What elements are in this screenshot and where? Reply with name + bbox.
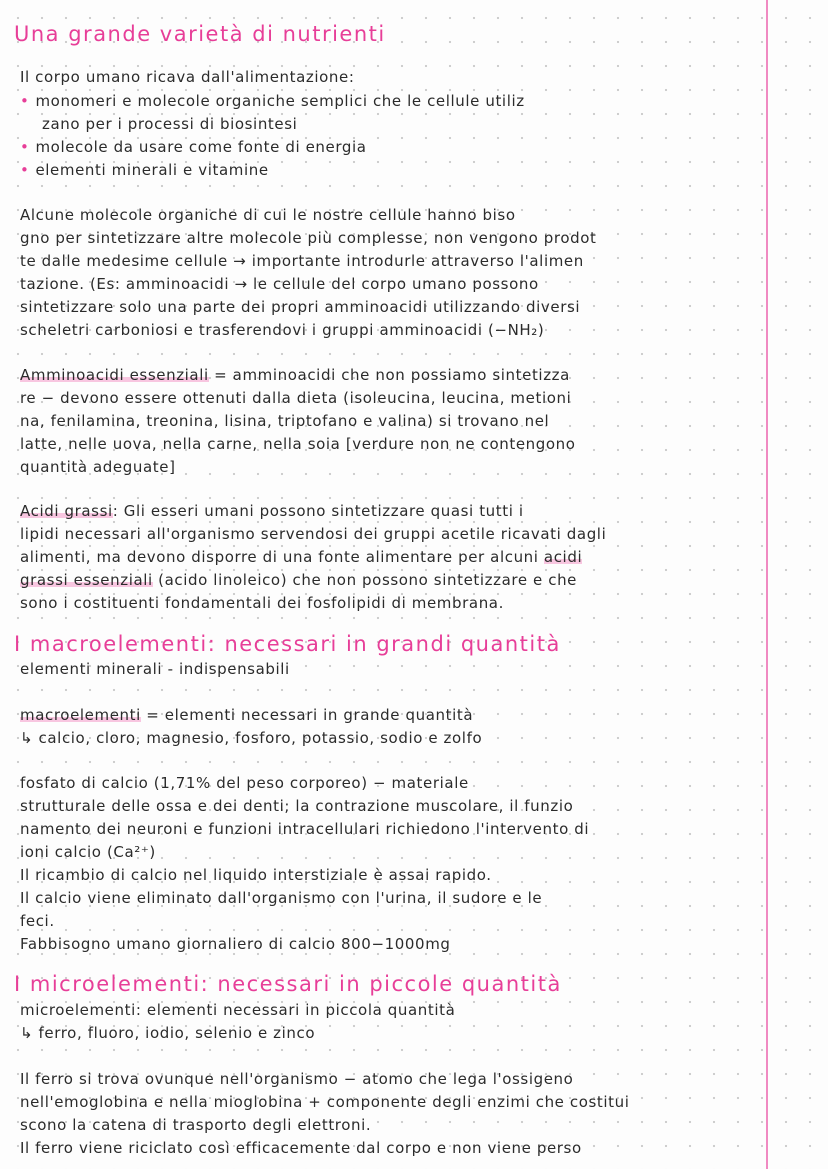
margin-line xyxy=(766,0,768,1169)
paragraph-line: scheletri carboniosi e trasferendovi i gruppi amminoacidi (−NH₂) xyxy=(20,321,545,339)
definition-line xyxy=(20,1001,455,1019)
bullet-item xyxy=(20,161,269,179)
bullet-text: monomeri e molecole organiche semplici che le cellule utiliz xyxy=(35,92,525,110)
paragraph-line: sono i costituenti fondamentali dei fosfolipidi di membrana. xyxy=(20,594,504,612)
definition-line xyxy=(20,706,473,724)
element-list: ↳ calcio, cloro, magnesio, fosforo, potassio, sodio e zolfo xyxy=(20,729,483,747)
paragraph-line: Il ferro si trova ovunque nell'organismo − atomo che lega l'ossigeno xyxy=(20,1070,574,1088)
term-macroelementi: macroelementi xyxy=(20,706,141,724)
highlighted-text: acidi xyxy=(543,548,583,566)
paragraph-line: sintetizzare solo una parte dei propri amminoacidi utilizzando diversi xyxy=(20,298,581,316)
paragraph-line xyxy=(20,366,570,384)
bullet-item xyxy=(20,92,525,110)
section-title-macroelementi: I macroelementi: necessari in grandi quantità xyxy=(14,632,561,656)
bullet-dot-icon: • xyxy=(20,161,30,179)
element-list: ↳ ferro, fluoro, iodio, selenio e zinco xyxy=(20,1024,316,1042)
bullet-text: elementi minerali e vitamine xyxy=(35,161,269,179)
definition-text: : Gli esseri umani possono sintetizzare quasi tutti i xyxy=(112,502,524,520)
paragraph-line: latte, nelle uova, nella carne, nella soia [verdure non ne contengono xyxy=(20,435,576,453)
highlighted-text: grassi essenziali xyxy=(20,571,153,589)
paragraph-line: Il ricambio di calcio nel liquido interstiziale è assai rapido. xyxy=(20,866,492,884)
bullet-continuation: zano per i processi di biosintesi xyxy=(42,115,298,133)
paragraph-line: namento dei neuroni e funzioni intracellulari richiedono l'intervento di xyxy=(20,820,590,838)
paragraph-line: gno per sintetizzare altre molecole più complesse, non vengono prodot xyxy=(20,229,597,247)
paragraph-line xyxy=(20,548,582,566)
intro-line: Il corpo umano ricava dall'alimentazione: xyxy=(20,68,355,86)
paragraph-line: quantità adeguate] xyxy=(20,458,176,476)
paragraph-line: na, fenilamina, treonina, lisina, triptofano e valina) si trovano nel xyxy=(20,412,550,430)
paragraph-line: scono la catena di trasporto degli elettroni. xyxy=(20,1116,372,1134)
text-span: (acido linoleico) che non possono sintetizzare e che xyxy=(152,571,577,589)
text-span: alimenti, ma devono disporre di una fonte alimentare per alcuni xyxy=(20,548,544,566)
paragraph-line xyxy=(20,502,524,520)
term-acidi-grassi: Acidi grassi xyxy=(20,502,113,520)
term-amminoacidi-essenziali: Amminoacidi essenziali xyxy=(20,366,209,384)
term-microelementi: microelementi xyxy=(20,1001,136,1019)
paragraph-line: Il ferro viene riciclato così efficacemente dal corpo e non viene perso xyxy=(20,1139,582,1157)
bullet-dot-icon: • xyxy=(20,92,30,110)
bullet-text: molecole da usare come fonte di energia xyxy=(35,138,367,156)
section-title-microelementi: I microelementi: necessari in piccole quantità xyxy=(14,972,562,996)
definition-text: = elementi necessari in grande quantità xyxy=(140,706,474,724)
paragraph-line: feci. xyxy=(20,912,55,930)
paragraph-line: re − devono essere ottenuti dalla dieta (isoleucina, leucina, metioni xyxy=(20,389,572,407)
bullet-item xyxy=(20,138,367,156)
section-title-nutrienti: Una grande varietà di nutrienti xyxy=(14,22,386,46)
paragraph-line: Alcune molecole organiche di cui le nostre cellule hanno biso xyxy=(20,206,516,224)
paragraph-line: lipidi necessari all'organismo servendosi dei gruppi acetile ricavati dagli xyxy=(20,525,607,543)
bullet-dot-icon: • xyxy=(20,138,30,156)
paragraph-line: nell'emoglobina e nella mioglobina + componente degli enzimi che costitui xyxy=(20,1093,630,1111)
definition-text: = amminoacidi che non possiamo sintetizza xyxy=(208,366,570,384)
subtitle-line: elementi minerali - indispensabili xyxy=(20,660,290,678)
paragraph-line: te dalle medesime cellule → importante introdurle attraverso l'alimen xyxy=(20,252,584,270)
paragraph-line: strutturale delle ossa e dei denti; la contrazione muscolare, il funzio xyxy=(20,797,574,815)
paragraph-line: Fabbisogno umano giornaliero di calcio 800−1000mg xyxy=(20,935,451,953)
paragraph-line: fosfato di calcio (1,71% del peso corporeo) − materiale xyxy=(20,774,469,792)
paragraph-line: Il calcio viene eliminato dall'organismo con l'urina, il sudore e le xyxy=(20,889,543,907)
paragraph-line xyxy=(20,571,577,589)
definition-text: : elementi necessari in piccola quantità xyxy=(135,1001,456,1019)
paragraph-line: tazione. (Es: amminoacidi → le cellule del corpo umano possono xyxy=(20,275,539,293)
paragraph-line: ioni calcio (Ca²⁺) xyxy=(20,843,156,861)
